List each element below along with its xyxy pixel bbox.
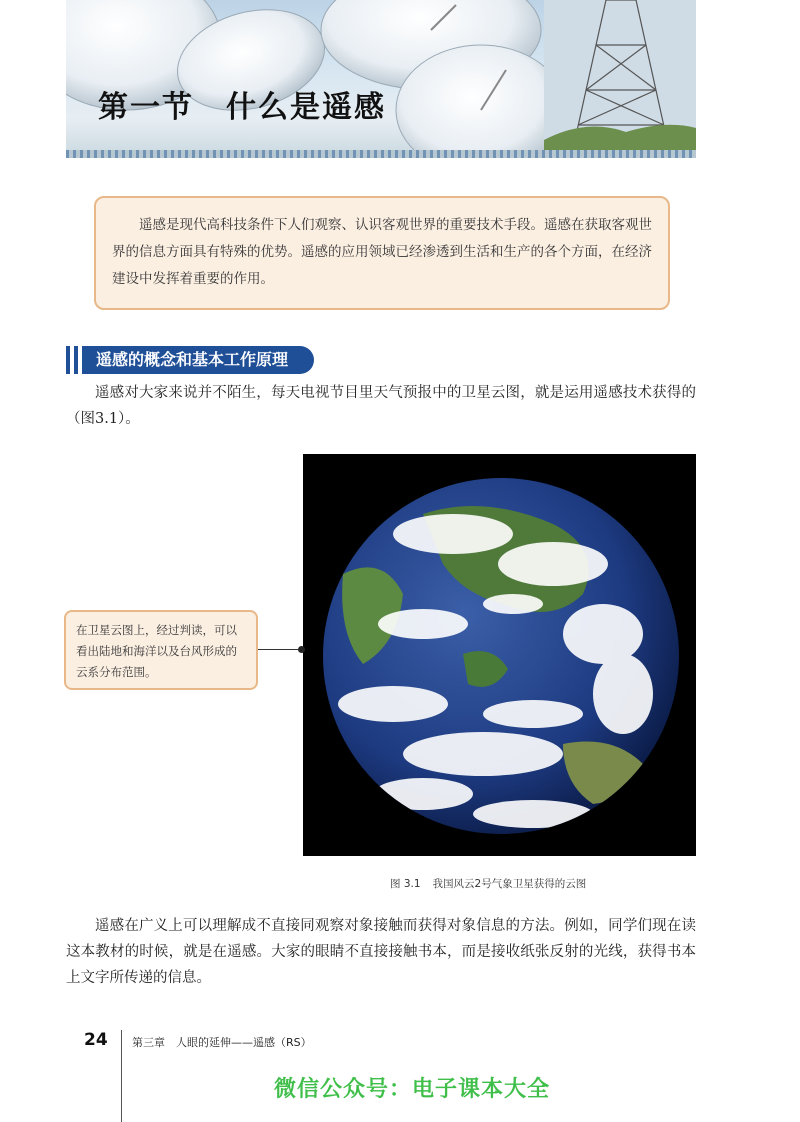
- banner-dotted-rule: [66, 150, 696, 158]
- satellite-dish-illustration: [66, 0, 696, 158]
- caption-text: 我国风云2号气象卫星获得的云图: [432, 878, 587, 890]
- footer-rule: [121, 1030, 122, 1122]
- leader-line: [258, 649, 303, 650]
- figure-number: 图 3.1: [390, 878, 421, 890]
- chapter-title: 第三章 人眼的延伸——遥感（RS）: [132, 1036, 312, 1049]
- satellite-earth-image: [303, 454, 696, 856]
- side-note: 在卫星云图上，经过判读，可以看出陆地和海洋以及台风形成的云系分布范围。: [64, 610, 258, 690]
- header-banner: [66, 0, 696, 158]
- heading-bar: [66, 346, 70, 374]
- heading-label: 遥感的概念和基本工作原理: [82, 346, 314, 374]
- earth-globe-illustration: [303, 454, 696, 856]
- watermark: 微信公众号：电子课本大全: [274, 1077, 551, 1102]
- section-title: 第一节 什么是遥感: [98, 90, 386, 125]
- page-number: 24: [84, 1030, 108, 1050]
- heading-bar: [74, 346, 78, 374]
- leader-dot: [298, 646, 305, 653]
- paragraph-1: 遥感对大家来说并不陌生，每天电视节目里天气预报中的卫星云图，就是运用遥感技术获得的（图3.1）。: [66, 385, 696, 427]
- paragraph-2: 遥感在广义上可以理解成不直接同观察对象接触而获得对象信息的方法。例如，同学们现在读这本教材的时候，就是在遥感。大家的眼睛不直接接触书本，而是接收纸张反射的光线，获得书本上文字所传递的信息。: [66, 918, 696, 986]
- figure-caption: [390, 876, 586, 891]
- intro-box: 遥感是现代高科技条件下人们观察、认识客观世界的重要技术手段。遥感在获取客观世界的信息方面具有特殊的优势。遥感的应用领域已经渗透到生活和生产的各个方面，在经济建设中发挥着重要的作用。: [94, 196, 670, 310]
